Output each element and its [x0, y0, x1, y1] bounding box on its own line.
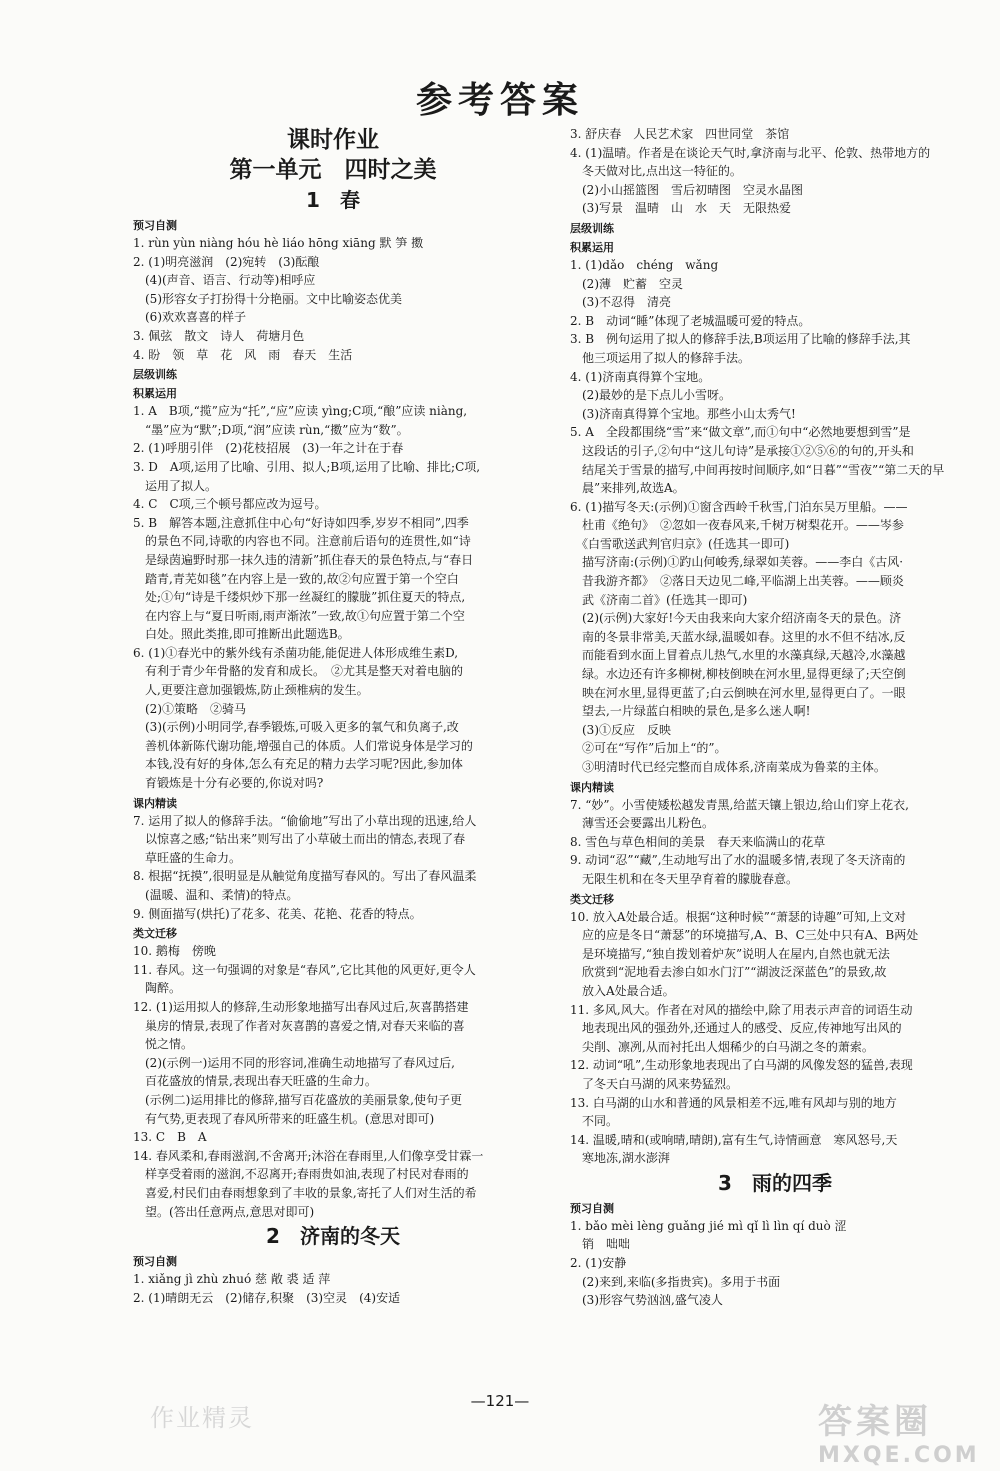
answer-line: 9. 侧面描写(烘托)了花多、花美、花艳、花香的特点。 [133, 906, 422, 921]
answer-line: (4)(声音、语言、行动等)相呼应 [133, 273, 316, 288]
answer-line: 10. 鹅梅 傍晚 [133, 944, 216, 959]
answer-line: 描写济南:(示例)①趵山何峻秀,绿翠如芙蓉。——李白《古风· [570, 555, 904, 570]
answer-line: (温暖、温和、柔情)的特点。 [133, 888, 299, 902]
answer-line: 地表现出风的强劲外,还通过人的感受、反应,传神地写出风的 [570, 1021, 902, 1036]
page-title: 参考答案 [415, 80, 584, 121]
section-label: 积累运用 [570, 240, 614, 254]
answer-line: 2. (1)晴朗无云 (2)储存,积聚 (3)空灵 (4)安适 [133, 1290, 401, 1305]
lesson-1-title: 1 春 [306, 188, 360, 212]
answer-line: 销 咄咄 [570, 1237, 631, 1252]
answer-line: 4. (1)济南真得算个宝地。 [570, 369, 711, 384]
answer-line: 结尾关于雪景的描写,中间再按时间顺序,如“日暮”“雪夜”“第二天的早 [570, 462, 945, 477]
answer-line: 育锻炼是十分有必要的,你说对吗? [133, 776, 324, 791]
left-column [133, 125, 533, 1307]
answer-block [570, 256, 980, 777]
answer-line: (3)(示例)小明同学,春季锻炼,可吸入更多的氧气和负离子,改 [133, 720, 459, 735]
answer-line: (示例二)运用排比的修辞,描写百花盛放的美丽景象,使句子更 [133, 1092, 462, 1107]
section-label: 层级训练 [570, 221, 614, 235]
lesson-3-title: 3 雨的四季 [718, 1170, 832, 1195]
answer-line: (2)来到,来临(多指贵宾)。多用于书面 [570, 1274, 781, 1289]
answer-line: 3. D A项,运用了比喻、引用、拟人;B项,运用了比喻、排比;C项, [133, 459, 481, 474]
answer-line: 2. (1)明亮滋润 (2)宛转 (3)酝酿 [133, 254, 320, 269]
answer-line: 冬天做对比,点出这一特征的。 [570, 164, 742, 179]
section-label: 课内精读 [133, 796, 177, 810]
answer-line: 10. 放入A处最合适。根据“这种时候”“萧瑟的诗趣”可知,上文对 [570, 909, 906, 924]
section-label: 积累运用 [133, 387, 177, 401]
answer-line: 绿。水边还有许多柳树,柳枝倒映在河水里,显得更绿了;天空倒 [570, 667, 906, 682]
answer-block [133, 402, 533, 792]
answer-line: 13. C B A [133, 1130, 207, 1145]
answer-line: 放入A处最合适。 [570, 983, 675, 998]
answer-line: 12. 动词“吼”,生动形象地表现出了白马湖的风像发怒的猛兽,表现 [570, 1058, 913, 1073]
answer-line: 喜爱,村民们由春雨想象到了丰收的景象,寄托了人们对生活的希 [133, 1185, 477, 1200]
answer-line: ②可在“写作”后加上“的”。 [570, 741, 727, 756]
answer-block [570, 908, 980, 1168]
watermark-right-title: 答案圈 [818, 1402, 932, 1442]
answer-line: 处;①句“诗是千缕炽炒下那一丝凝红的朦胧”抓住夏天的特点, [133, 590, 466, 605]
answer-line: (2)(示例)大家好!今天由我来向大家介绍济南冬天的景色。济 [570, 611, 902, 626]
answer-line: 而能看到水面上冒着点儿热气,水里的水藻真绿,天越冷,水藻越 [570, 648, 906, 663]
answer-line: 寒地冻,湖水澎湃 [570, 1151, 670, 1166]
answer-line: 昔我游齐都》 ②落日天边见二峰,平临湖上出芙蓉。——顾炎 [570, 574, 904, 589]
answer-line: 8. 雪色与草色相间的美景 春天来临满山的花草 [570, 834, 826, 849]
answer-line: 14. 温暖,晴和(或响晴,晴朗),富有生气,诗情画意 寒风怒号,天 [570, 1132, 898, 1147]
answer-line: 以惊喜之感;“钻出来”则写出了小草破土而出的情态,表现了春 [133, 832, 466, 847]
answer-line: 《白雪歌送武判官归京》(任选其一即可) [570, 536, 790, 551]
answer-block [133, 234, 533, 364]
section-label: 层级训练 [133, 368, 177, 382]
answer-line: (2)小山摇篮图 雪后初晴图 空灵水晶图 [570, 182, 803, 197]
answer-line: 欣赏到“泥地看去渗白如水门汀”“湖波泛深蓝色”的景致,故 [570, 965, 887, 980]
answer-block [570, 125, 980, 218]
answer-line: 4. C C项,三个顿号都应改为逗号。 [133, 497, 327, 512]
answer-line: 这段话的引子,②句中“这儿句诗”是承接①②⑤⑥的句的,开头和 [570, 443, 914, 458]
section-title: 课时作业 [287, 127, 379, 153]
section-label: 类文迁移 [133, 927, 177, 941]
answer-block [570, 1217, 980, 1310]
answer-line: 样享受着雨的滋润,不忍离开;春雨贵如油,表现了村民对春雨的 [133, 1167, 469, 1182]
answer-line: 踏青,青芜如毯”在内容上是一致的,故②句应置于第一个空白 [133, 571, 459, 586]
answer-line: 映在河水里,显得更蓝了;白云倒映在河水里,显得更白了。一眼 [570, 685, 906, 700]
answer-line: 6. (1)描写冬天:(示例)①窗含西岭千秋雪,门泊东吴万里船。—— [570, 499, 908, 514]
answer-line: 1. bǎo mèi lèng guǎng jié mì qǐ lì lìn qí duò 涩 [570, 1218, 847, 1233]
answer-line: (3)写景 温晴 山 水 天 无限热爱 [570, 201, 791, 216]
watermark-right-url: MXQE.COM [818, 1443, 980, 1468]
answer-line: 9. 动词“忍”“藏”,生动地写出了水的温暖多情,表现了冬天济南的 [570, 853, 906, 868]
answer-line: (3)①反应 反映 [570, 722, 671, 737]
section-label: 预习自测 [133, 1255, 177, 1269]
answer-line: 1. A B项,“揽”应为“托”,“应”应读 yìng;C项,“酿”应读 niàng, [133, 404, 468, 419]
answer-line: (3)济南真得算个宝地。那些小山太秀气! [570, 406, 796, 421]
answer-line: (3)不忍得 清亮 [570, 295, 671, 310]
answer-line: 本钱,没有好的身体,怎么有充足的精力去学习呢?因此,参加体 [133, 757, 463, 772]
unit-title: 第一单元 四时之美 [229, 157, 437, 183]
page-number: —121— [470, 1392, 530, 1410]
answer-line: 巢房的情景,表现了作者对灰喜鹊的喜爱之情,对春天来临的喜 [133, 1018, 465, 1033]
answer-line: 白处。照此类推,即可推断出此题选B。 [133, 627, 350, 642]
answer-line: 在内容上与“夏日听雨,雨声渐浓”一致,故①句应置于第二个空 [133, 608, 465, 623]
watermark-left: 作业精灵 [150, 1404, 254, 1432]
answer-line: 2. B 动词“睡”体现了老城温暖可爱的特点。 [570, 313, 811, 328]
answer-line: 悦之情。 [133, 1037, 194, 1052]
answer-line: 百花盛放的情景,表现出春天旺盛的生命力。 [133, 1074, 377, 1089]
answer-line: (3)形容气势汹汹,盛气凌人 [570, 1293, 723, 1308]
answer-line: 2. (1)呼朋引伴 (2)花枝招展 (3)一年之计在于春 [133, 441, 404, 456]
answer-line: “墨”应为“默”;D项,“润”应读 rùn,“擞”应为“数”。 [133, 422, 409, 437]
answer-line: 1. xiǎng jì zhù zhuó 慈 敞 裘 适 萍 [133, 1272, 331, 1287]
answer-line: 他三项运用了拟人的修辞手法。 [570, 350, 751, 365]
answer-line: 14. 春风柔和,春雨滋润,不舍离开;沐浴在春雨里,人们像享受甘霖一 [133, 1148, 484, 1163]
answer-line: 12. (1)运用拟人的修辞,生动形象地描写出春风过后,灰喜鹊搭建 [133, 999, 469, 1014]
answer-line: 4. 盼 领 草 花 风 雨 春天 生活 [133, 347, 353, 362]
answer-line: 薄雪还会要露出儿粉色。 [570, 816, 715, 831]
answer-line: 11. 多风,风大。作者在对风的描绘中,除了用表示声音的词语生动 [570, 1002, 913, 1017]
answer-line: (2)薄 贮蓄 空灵 [570, 276, 683, 291]
answer-line: 4. (1)温晴。作者是在谈论天气时,拿济南与北平、伦敦、热带地方的 [570, 145, 931, 160]
answer-line: 不同。 [570, 1114, 619, 1129]
answer-line: 3. B 例句运用了拟人的修辞手法,B项运用了比喻的修辞手法,其 [570, 332, 911, 347]
answer-line: 是绿茵遍野时那一抹久违的清新”抓住春天的景色特点,与“春日 [133, 552, 474, 567]
answer-line: 1. rùn yùn niàng hóu hè liáo hōng xiāng 默 笋 擞 [133, 236, 424, 250]
section-label: 预习自测 [133, 219, 177, 232]
answer-line: (2)①策略 ②骑马 [133, 701, 246, 716]
answer-line: 7. 运用了拟人的修辞手法。“偷偷地”写出了小草出现的迅速,给人 [133, 813, 477, 828]
answer-line: 杜甫《绝句》 ②忽如一夜春风来,千树万树梨花开。——岑参 [570, 518, 904, 533]
answer-line: 3. 舒庆春 人民艺术家 四世同堂 茶馆 [570, 127, 790, 141]
answer-line: 2. (1)安静 [570, 1256, 627, 1271]
answer-line: 是环境描写,“独自拨划着炉灰”说明人在屋内,自然也就无法 [570, 946, 890, 961]
answer-line: 人,更要注意加强锻炼,防止颈椎病的发生。 [133, 683, 369, 698]
answer-line: 望去,一片绿蓝白相映的景色,是多么迷人啊! [570, 704, 811, 719]
section-label: 课内精读 [570, 780, 614, 794]
answer-line: 5. B 解答本题,注意抓住中心句“好诗如四季,岁岁不相同”,四季 [133, 515, 469, 530]
answer-line: 有气势,更表现了春风所带来的旺盛生机。(意思对即可) [133, 1111, 435, 1126]
right-column [570, 125, 980, 1310]
answer-line: (2)最妙的是下点儿小雪呀。 [570, 388, 731, 403]
answer-line: ③明清时代已经完整而自成体系,济南菜成为鲁菜的主体。 [570, 760, 886, 774]
answer-line: 陶醉。 [133, 981, 182, 996]
answer-block [133, 1270, 533, 1307]
answer-block [570, 796, 980, 889]
answer-block [133, 942, 533, 1221]
answer-line: 尖削、凛冽,从而衬托出人烟稀少的白马湖之冬的萧索。 [570, 1039, 874, 1054]
answer-line: 了冬天白马湖的风来势猛烈。 [570, 1076, 739, 1091]
answer-line: 的景色不同,诗歌的内容也不同。注意前后语句的连贯性,如“诗 [133, 534, 471, 549]
answer-line: 南的冬景非常美,天蓝水绿,温暖如春。这里的水不但不结冰,反 [570, 629, 906, 644]
answer-line: 8. 根据“抚摸”,很明显是从触觉角度描写春风的。写出了春风温柔 [133, 869, 477, 884]
lesson-2-title: 2 济南的冬天 [266, 1224, 400, 1249]
answer-line: 望。(答出任意两点,意思对即可) [133, 1204, 315, 1219]
answer-line: 草旺盛的生命力。 [133, 850, 242, 865]
answer-line: (5)形容女子打扮得十分艳丽。文中比喻姿态优美 [133, 291, 402, 306]
section-label: 类文迁移 [570, 892, 614, 906]
answer-line: 11. 春风。这一句强调的对象是“春风”,它比其他的风更好,更令人 [133, 962, 476, 977]
answer-line: 1. (1)dǎo chéng wǎng [570, 257, 719, 272]
answer-line: 13. 白马湖的山水和普通的风景相差不远,唯有风却与别的地方 [570, 1095, 897, 1110]
answer-line: 7. “妙”。小雪使矮松越发青黑,给蓝天镶上银边,给山们穿上花衣, [570, 797, 909, 812]
answer-line: 善机体新陈代谢功能,增强自己的体质。人们常说身体是学习的 [133, 738, 473, 753]
answer-block [133, 812, 533, 924]
answer-line: 晨”来排列,故选A。 [570, 481, 685, 496]
answer-line: 6. (1)①春光中的紫外线有杀菌功能,能促进人体形成维生素D, [133, 645, 459, 660]
answer-line: 无限生机和在冬天里孕育着的朦胧春意。 [570, 871, 799, 886]
section-label: 预习自测 [570, 1201, 614, 1215]
answer-line: 应的应是冬日“萧瑟”的环境描写,A、B、C三处中只有A、B两处 [570, 928, 919, 943]
answer-line: 3. 佩弦 散文 诗人 荷塘月色 [133, 328, 305, 343]
answer-line: 5. A 全段都围绕“雪”来“做文章”,而①句中“必然地要想到雪”是 [570, 425, 911, 440]
answer-line: (2)(示例一)运用不同的形容词,准确生动地描写了春风过后, [133, 1055, 455, 1070]
watermark-right [818, 1394, 978, 1466]
answer-line: 有利于青少年骨骼的发育和成长。 ②尤其是整天对着电脑的 [133, 664, 464, 679]
answer-line: (6)欢欢喜喜的样子 [133, 310, 246, 325]
answer-line: 武《济南二首》(任选其一即可) [570, 592, 748, 607]
answer-line: 运用了拟人。 [133, 478, 218, 493]
